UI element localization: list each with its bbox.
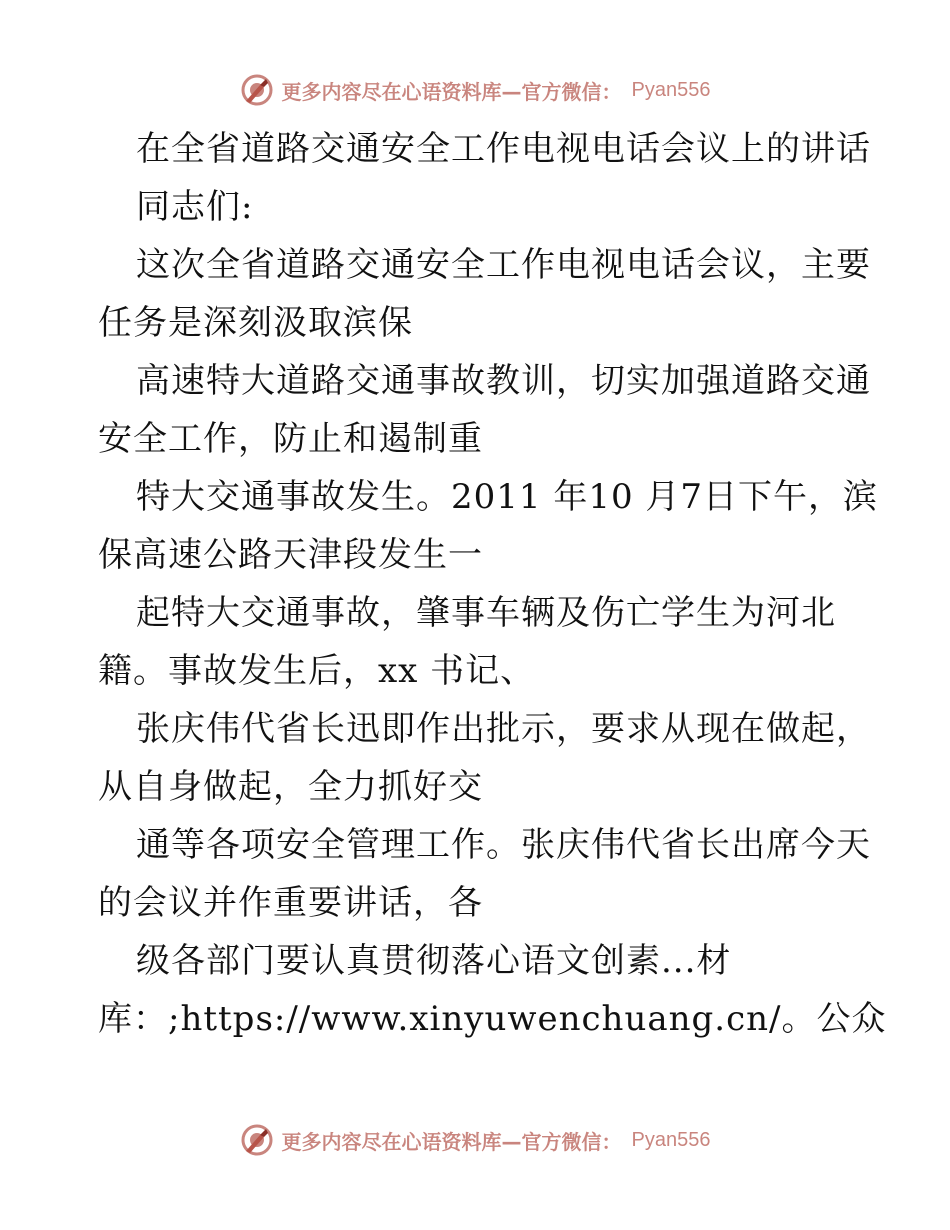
paragraph-line-10: 张庆伟代省长迅即作出批示，要求从现在做起， (136, 709, 871, 749)
paragraph-line-9: 籍。事故发生后，xx 书记、 (98, 651, 536, 691)
paragraph-line-5: 安全工作，防止和遏制重 (98, 419, 483, 459)
paragraph-line-15: 库：;https://www.xinyuwenchuang.cn/。公众 (98, 999, 887, 1039)
header-banner-text: 更多内容尽在心语资料库—官方微信： (281, 79, 622, 104)
paragraph-line-12: 通等各项安全管理工作。张庆伟代省长出席今天 (136, 825, 871, 865)
footer-banner (0, 1120, 950, 1160)
paragraph-line-6: 特大交通事故发生。2011 年10 月7日下午，滨 (136, 477, 879, 517)
paragraph-line-2: 这次全省道路交通安全工作电视电话会议，主要 (136, 245, 871, 285)
red-pen-logo-icon (240, 73, 274, 107)
paragraph-line-8: 起特大交通事故，肇事车辆及伤亡学生为河北 (136, 593, 836, 633)
paragraph-line-4: 高速特大道路交通事故教训，切实加强道路交通 (136, 361, 871, 401)
footer-banner-text: 更多内容尽在心语资料库—官方微信： (281, 1129, 622, 1154)
paragraph-line-1: 同志们: (136, 187, 254, 227)
paragraph-line-7: 保高速公路天津段发生一 (98, 535, 483, 575)
red-pen-logo-icon (240, 1123, 274, 1157)
header-banner (0, 70, 950, 110)
paragraph-line-14: 级各部门要认真贯彻落心语文创素...材 (136, 941, 732, 981)
document-title: 在全省道路交通安全工作电视电话会议上的讲话 (136, 129, 871, 169)
header-wechat-id: Pyan556 (631, 78, 711, 101)
paragraph-line-11: 从自身做起，全力抓好交 (98, 767, 483, 807)
paragraph-line-13: 的会议并作重要讲话，各 (98, 883, 483, 923)
document-body (98, 120, 887, 1048)
paragraph-line-3: 任务是深刻汲取滨保 (98, 303, 413, 343)
footer-wechat-id: Pyan556 (631, 1128, 711, 1151)
